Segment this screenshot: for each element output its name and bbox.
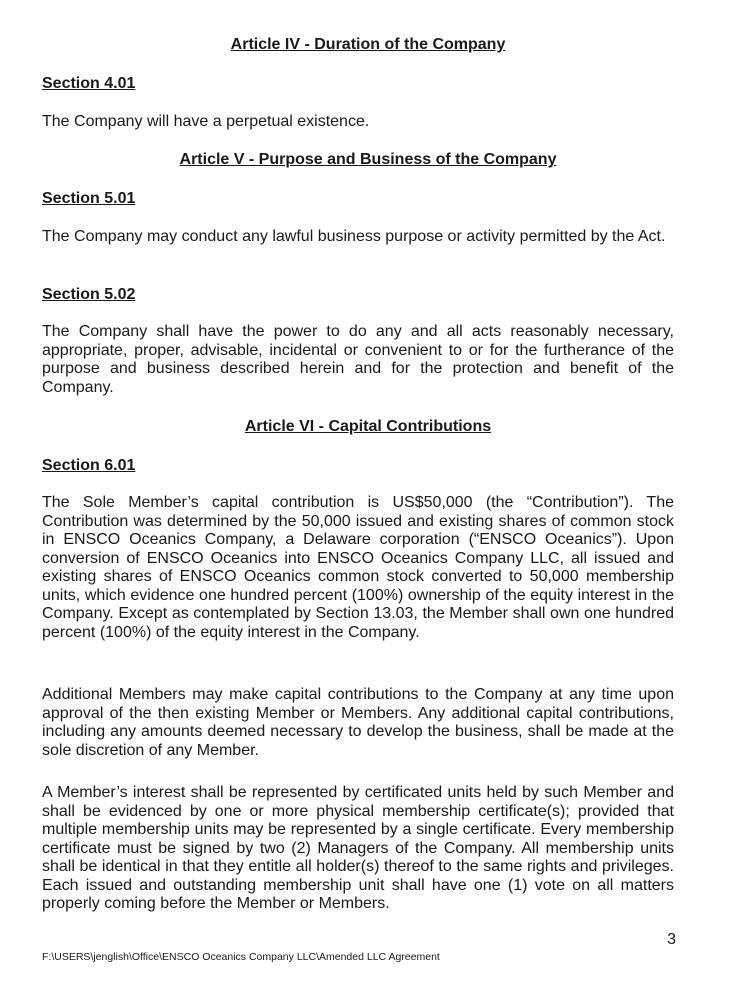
section-5-01-heading: Section 5.01 — [42, 190, 136, 207]
section-5-02-heading: Section 5.02 — [42, 286, 136, 303]
article-vi-heading: Article VI - Capital Contributions — [244, 418, 492, 435]
page-number: 3 — [667, 931, 676, 948]
footer-file-path: F:\USERS\jenglish\Office\ENSCO Oceanics Company LLC\Amended LLC Agreement — [42, 951, 440, 963]
section-6-01-paragraph-3: A Member’s interest shall be represented by certificated units held by such Member and shall be evidenced by one or more physical membership certificate(s); provided that multiple membership units may be represented by a single certificate. Every membership certificate must be signed by two (2) Managers of the Company. All membership units shall be identical in that they entitle all holder(s) thereof to the same rights and privileges. Each issued and outstanding membership unit shall have one (1) vote on all matters properly coming before the Member or Members. — [42, 784, 674, 912]
article-v-heading: Article V - Purpose and Business of the Company — [179, 151, 557, 168]
section-5-02-text: The Company shall have the power to do any and all acts reasonably necessary, appropriate, proper, advisable, incidental or convenient to or for the furtherance of the purpose and business described herein and for the protection and benefit of the Company. — [42, 323, 674, 396]
section-6-01-heading: Section 6.01 — [42, 457, 136, 474]
section-5-01-text: The Company may conduct any lawful business purpose or activity permitted by the Act. — [42, 228, 666, 245]
article-iv-heading: Article IV - Duration of the Company — [230, 36, 506, 53]
section-6-01-paragraph-2: Additional Members may make capital contributions to the Company at any time upon approval of the then existing Member or Members. Any additional capital contributions, including any amounts deemed necessary to develop the business, shall be made at the sole discretion of any Member. — [42, 686, 674, 759]
section-4-01-heading: Section 4.01 — [42, 75, 136, 92]
section-6-01-paragraph-1: The Sole Member’s capital contribution is US$50,000 (the “Contribution”). The Contribution was determined by the 50,000 issued and existing shares of common stock in ENSCO Oceanics Company, a Delaware corporation (“ENSCO Oceanics”). Upon conversion of ENSCO Oceanics into ENSCO Oceanics Company LLC, all issued and existing shares of ENSCO Oceanics common stock converted to 50,000 membership units, which evidence one hundred percent (100%) ownership of the equity interest in the Company. Except as contemplated by Section 13.03, the Member shall own one hundred percent (100%) of the equity interest in the Company. — [42, 494, 674, 641]
section-4-01-text: The Company will have a perpetual existence. — [42, 113, 370, 130]
